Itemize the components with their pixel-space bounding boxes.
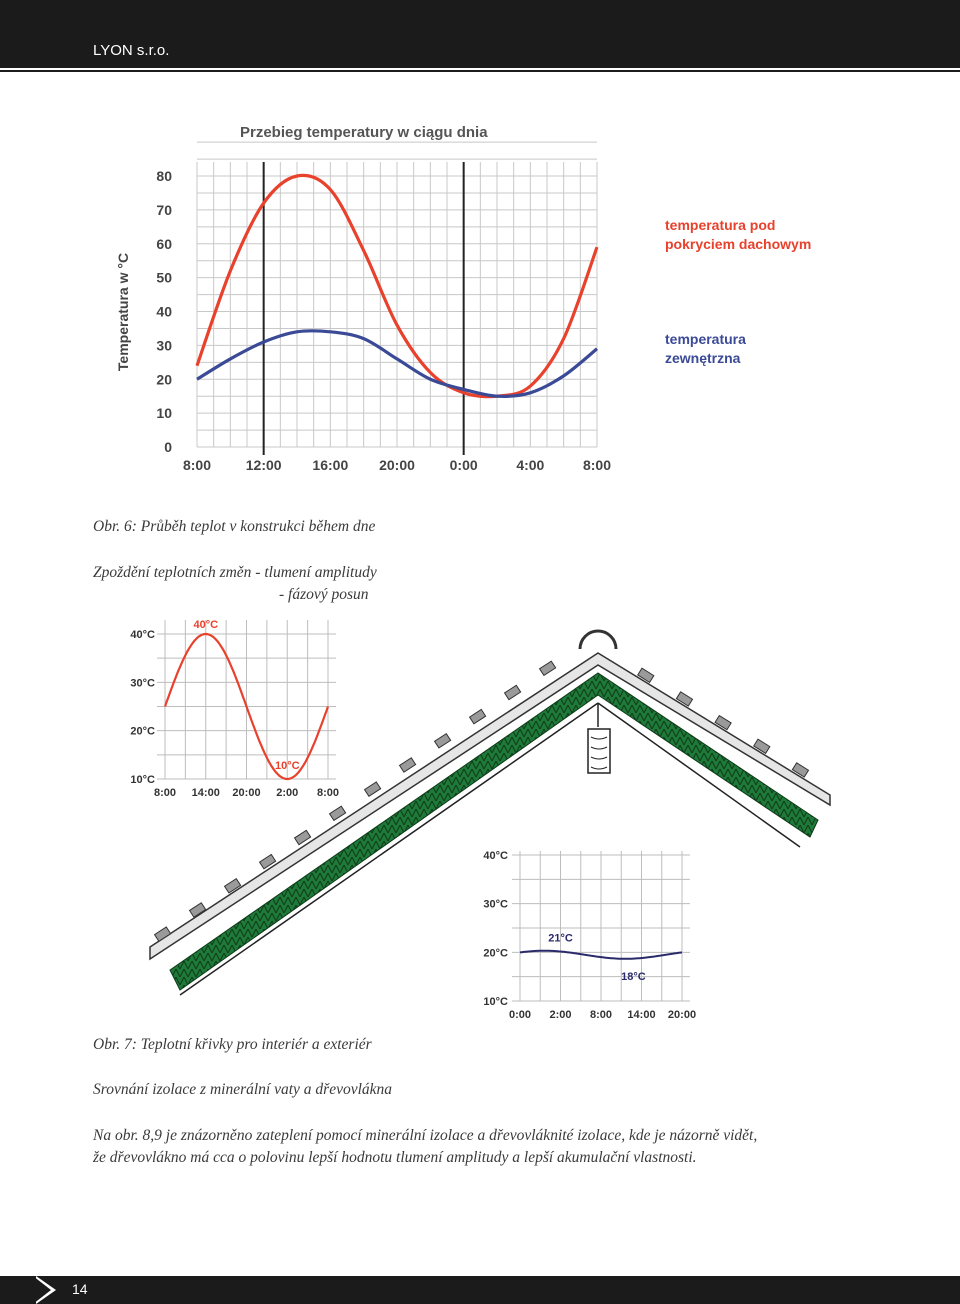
footer-arrow-shadow bbox=[33, 1276, 51, 1304]
y-tick-label: 40°C bbox=[483, 850, 508, 862]
y-tick-label: 20°C bbox=[130, 725, 155, 738]
x-tick-label: 8:00 bbox=[316, 787, 340, 799]
y-tick-label: 50 bbox=[156, 269, 172, 286]
min-annotation: 10°C bbox=[274, 760, 300, 772]
x-tick-label: 20:00 bbox=[232, 787, 261, 799]
y-tick-label: 30 bbox=[156, 337, 172, 354]
y-tick-label: 40 bbox=[156, 303, 172, 320]
chart-title: Przebieg temperatury w ciągu dnia bbox=[240, 124, 488, 141]
x-tick-label: 2:00 bbox=[276, 787, 299, 799]
roof-tile bbox=[540, 661, 556, 675]
y-tick-label: 40°C bbox=[130, 629, 155, 641]
page-number: 14 bbox=[72, 1281, 88, 1297]
daily-temperature-chart bbox=[100, 112, 860, 492]
legend-red-line2: pokryciem dachowym bbox=[665, 236, 812, 252]
y-tick-label: 10°C bbox=[483, 996, 508, 1008]
y-tick-label: 0 bbox=[164, 439, 172, 455]
interior-temperature-chart bbox=[120, 612, 350, 807]
legend-blue-line1: temperatura bbox=[665, 331, 746, 347]
x-tick-label: 20:00 bbox=[667, 1009, 697, 1021]
roof-tile bbox=[470, 709, 486, 723]
y-axis-label: Temperatura w °C bbox=[115, 252, 131, 372]
brand-name: LYON s.r.o. bbox=[93, 42, 170, 59]
y-tick-label: 80 bbox=[156, 168, 172, 184]
y-tick-label: 70 bbox=[156, 201, 172, 218]
x-tick-label: 14:00 bbox=[627, 1009, 656, 1021]
roof-tile bbox=[365, 782, 381, 796]
x-tick-label: 0:00 bbox=[508, 1009, 532, 1021]
x-tick-label: 0:00 bbox=[449, 457, 478, 473]
comparison-heading: Srovnání izolace z minerální vaty a dřevovlákna bbox=[93, 1081, 393, 1098]
figure6-subtitle-2: - fázový posun bbox=[279, 586, 369, 603]
page-footer bbox=[0, 1276, 960, 1304]
y-tick-label: 30°C bbox=[483, 898, 508, 911]
min-annotation: 18°C bbox=[621, 971, 646, 984]
header-divider bbox=[0, 70, 960, 72]
y-tick-label: 10°C bbox=[130, 774, 155, 786]
y-tick-label: 20 bbox=[156, 371, 172, 388]
roof-tile bbox=[505, 685, 521, 699]
x-tick-label: 8:00 bbox=[582, 457, 612, 473]
figure6-caption: Obr. 6: Průběh teplot v konstrukci během dne bbox=[93, 518, 376, 535]
legend-red-line1: temperatura pod bbox=[665, 217, 776, 233]
figure7-caption: Obr. 7: Teplotní křivky pro interiér a exteriér bbox=[93, 1036, 372, 1053]
x-tick-label: 8:00 bbox=[589, 1009, 613, 1021]
roof-tile bbox=[330, 806, 346, 820]
x-tick-label: 14:00 bbox=[191, 787, 220, 799]
roof-tile bbox=[400, 758, 416, 772]
exterior-temperature-chart bbox=[470, 843, 705, 1028]
max-annotation: 21°C bbox=[548, 932, 573, 945]
x-tick-label: 8:00 bbox=[153, 787, 177, 799]
x-tick-label: 2:00 bbox=[549, 1009, 572, 1021]
y-tick-label: 30°C bbox=[130, 677, 155, 690]
y-tick-label: 60 bbox=[156, 235, 172, 252]
x-tick-label: 4:00 bbox=[516, 457, 545, 473]
figure6-subtitle-1: Zpoždění teplotních změn - tlumení amplitudy bbox=[93, 564, 377, 581]
roof-tile bbox=[435, 734, 451, 748]
x-tick-label: 20:00 bbox=[379, 457, 415, 473]
legend-blue-line2: zewnętrzna bbox=[665, 350, 741, 366]
x-tick-label: 8:00 bbox=[182, 457, 212, 473]
paragraph-line-1: Na obr. 8,9 je znázorněno zateplení pomocí minerální izolace a dřevovláknité izolace, kde je názorně vidět, bbox=[93, 1127, 758, 1144]
x-tick-label: 16:00 bbox=[312, 457, 349, 473]
paragraph-line-2: že dřevovlákno má cca o polovinu lepší hodnotu tlumení amplitudy a lepší akumulační vlastnosti. bbox=[93, 1149, 697, 1166]
y-tick-label: 20°C bbox=[483, 947, 508, 960]
y-tick-label: 10 bbox=[156, 405, 172, 422]
max-annotation: 40°C bbox=[193, 619, 219, 631]
x-tick-label: 12:00 bbox=[245, 457, 282, 473]
